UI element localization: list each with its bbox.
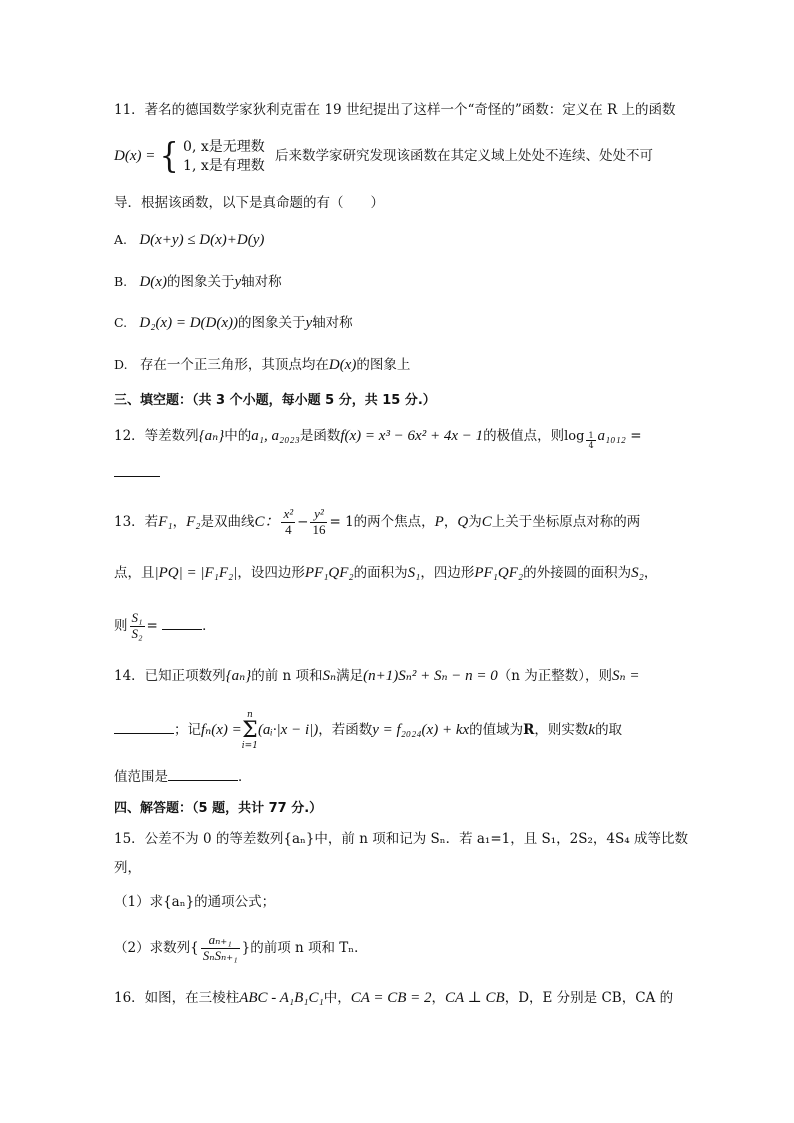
q13-x2: x² <box>283 506 294 522</box>
q13-line3 <box>114 604 216 648</box>
q15-line2: 列， <box>114 860 141 876</box>
q11-option-b <box>114 272 282 292</box>
q13-comma2: ， <box>443 514 458 530</box>
q14-text3: 满足 <box>336 668 364 684</box>
q14-l2-text3: 的值域为 <box>469 722 524 738</box>
q13-c2: C <box>481 514 492 530</box>
option-c-text1: 的图象关于 <box>238 315 306 331</box>
q12-text3: 是函数 <box>299 428 341 444</box>
q13-four: 4 <box>285 522 292 537</box>
q13-sixteen: 16 <box>312 522 326 537</box>
q11-case-rational: 1, x是有理数 <box>183 157 265 174</box>
option-c-text2: 轴对称 <box>312 315 353 331</box>
q13-s2: S₂ <box>631 565 644 581</box>
q13-text3: 的两个焦点， <box>353 514 435 530</box>
q14-line3 <box>114 767 252 787</box>
q12-answer-blank[interactable] <box>114 464 160 477</box>
q13-f2: F₂ <box>186 514 201 530</box>
q15-frac <box>201 933 240 964</box>
q15-part1: （1）求{aₙ}的通项公式； <box>114 894 276 910</box>
q13-q: Q <box>457 514 469 530</box>
q11-brace: { <box>159 135 179 177</box>
q14-l2-text5: 的取 <box>595 722 623 738</box>
q13-frac-x <box>281 507 295 538</box>
q13-answer-blank[interactable] <box>162 617 202 630</box>
q14-answer-blank-1[interactable] <box>114 721 174 734</box>
q14-real-set: R <box>523 722 535 738</box>
q14-k: k <box>588 722 596 738</box>
q14-sum-bottom: i=1 <box>241 740 258 751</box>
q16-line1 <box>114 988 673 1008</box>
q13-l2-text6: ， <box>643 565 658 581</box>
q16-text4: ，D，E 分别是 CB，CA 的 <box>504 990 674 1006</box>
q15-part2-text2: 的前项 n 项和 Tₙ． <box>250 940 368 956</box>
q13-text2: 是双曲线 <box>200 514 255 530</box>
q13-quad1: PF₁QF₂ <box>304 565 354 581</box>
q15-frac-num: aₙ₊₁ <box>201 933 240 949</box>
q13-eq1: = 1 <box>329 514 354 530</box>
q14-l3-text1: 值范围是 <box>114 769 168 785</box>
q16-prism: ABC - A₁B₁C₁ <box>239 990 324 1006</box>
q12-line1 <box>114 426 642 450</box>
q11-option-c <box>114 313 353 333</box>
q11-dirichlet-label: D(x) = <box>114 148 156 164</box>
q12-sequence: {aₙ} <box>198 428 225 444</box>
q14-l3-end: ． <box>238 769 252 785</box>
q14-l2-text4: ，则实数 <box>534 722 589 738</box>
q13-l2-text3: 的面积为 <box>353 565 408 581</box>
q13-comma: ， <box>172 514 187 530</box>
q13-frac-y <box>310 507 327 538</box>
option-b-math: D(x) <box>139 274 167 290</box>
option-a-math: D(x+y) ≤ D(x)+D(y) <box>139 232 265 248</box>
q13-s1: S₁ <box>407 565 421 581</box>
q11-cases <box>183 138 265 176</box>
q13-quad2: PF₁QF₂ <box>474 565 524 581</box>
q11-option-a <box>114 230 264 250</box>
q16-cond2: CA ⊥ CB <box>445 990 505 1006</box>
option-d-text2: 的图象上 <box>356 357 411 373</box>
q14-sum-top: n <box>246 709 253 720</box>
q14-fn: fₙ(x) = <box>201 722 242 738</box>
q13-curve: C： <box>254 514 280 530</box>
option-a-label: A. <box>114 232 128 247</box>
q13-f1: F₁ <box>158 514 173 530</box>
q11-option-d <box>114 355 410 375</box>
q16-comma: ， <box>431 990 446 1006</box>
q13-ratio-den: S₂ <box>131 626 143 641</box>
option-d-text1: 存在一个正三角形，其顶点均在 <box>139 357 329 373</box>
q14-text4: （n 为正整数），则 <box>497 668 613 684</box>
q16-cond1: CA = CB = 2 <box>350 990 432 1006</box>
q13-abs-expr: |PQ| = |F₁F₂| <box>154 565 238 581</box>
q13-line2 <box>114 563 657 583</box>
q13-l2-text4: ，四边形 <box>420 565 475 581</box>
q12-text2: 中的 <box>224 428 252 444</box>
q13-l2-text2: ，设四边形 <box>237 565 305 581</box>
option-d-math: D(x) <box>328 357 357 373</box>
q15-part2-text1: （2）求数列 <box>114 940 191 956</box>
q12-terms: a₁, a₂₀₂₃ <box>251 428 300 444</box>
q12-text1: 12．等差数列 <box>114 428 199 444</box>
option-b-text1: 的图象关于 <box>166 274 235 290</box>
q14-line1 <box>114 666 639 686</box>
q12-text4: 的极值点，则 <box>483 428 565 444</box>
q11-piecewise-line <box>114 132 653 180</box>
option-c-label: C. <box>114 315 128 330</box>
q12-log-base-den: 4 <box>588 441 594 450</box>
q12-function: f(x) = x³ − 6x² + 4x − 1 <box>340 428 484 444</box>
q16-text1: 16．如图，在三棱柱 <box>114 990 240 1006</box>
q13-ratio <box>130 611 145 642</box>
q14-sum-body: (aᵢ·|x − i|) <box>257 722 319 738</box>
q12-log-base-num: 1 <box>588 430 594 440</box>
q14-sum: n Σ i=1 <box>241 709 258 751</box>
option-d-label: D. <box>114 357 128 372</box>
q14-l2-text2: ，若函数 <box>318 722 373 738</box>
option-b-y: y <box>234 274 242 290</box>
q11-line3: 导．根据该函数，以下是真命题的有（ ） <box>114 195 384 211</box>
q12-answer-line <box>114 463 160 483</box>
q13-ratio-num: S₁ <box>131 610 143 626</box>
section3-heading: 三、填空题：（共 3 个小题，每小题 5 分，共 15 分.） <box>114 393 436 408</box>
q14-sn: Sₙ <box>322 668 337 684</box>
option-c-y: y <box>305 315 313 331</box>
q14-line2 <box>114 708 622 752</box>
q14-l2-text1: ；记 <box>174 722 201 738</box>
q13-l3-eq: = <box>146 618 158 634</box>
q13-y2: y² <box>310 507 327 523</box>
q13-l3-text1: 则 <box>114 618 128 634</box>
q15-part2: （2）求数列{ $\frac{\text{aₙ₊₁}}{\text{SₙSₙ₊₁}}$ }的前项 n 项和 Tₙ． <box>114 932 368 963</box>
q13-line1: 13．若F₁，F₂是双曲线C： $\frac{\text{x²}}{4}$ − $\frac{\text{y²}}{16}$ = 1的两个焦点，P，Q为C上关于坐标原点对称的两 <box>114 506 641 537</box>
q13-l3-end: ． <box>202 618 216 634</box>
q13-l2-text1: 点，且 <box>114 565 155 581</box>
section4-heading: 四、解答题：（5 题，共计 77 分.） <box>114 801 323 816</box>
q12-log: log <box>564 429 585 444</box>
q14-sequence: {aₙ} <box>225 668 252 684</box>
q12-log-base <box>586 431 595 450</box>
q14-sn-eq: Sₙ = <box>612 668 640 684</box>
q11-case-irrational: 0, x是无理数 <box>183 138 265 155</box>
q14-yfunc: y = f₂₀₂₄(x) + kx <box>372 722 470 738</box>
option-c-math: D₂(x) = D(D(x)) <box>139 315 239 331</box>
q13-text1: 13．若 <box>114 514 159 530</box>
option-b-text2: 轴对称 <box>241 274 282 290</box>
q11-line1: 11．著名的德国数学家狄利克雷在 19 世纪提出了这样一个“奇怪的”函数：定义在 R 上的函数 <box>114 102 676 118</box>
option-b-label: B. <box>114 274 128 289</box>
q13-p: P <box>434 514 444 530</box>
q15-frac-den: SₙSₙ₊₁ <box>202 948 238 963</box>
q12-log-arg: a₁₀₁₂ <box>597 428 626 444</box>
q11-line2-rest: 后来数学家研究发现该函数在其定义域上处处不连续、处处不可 <box>275 148 654 164</box>
q14-answer-blank-2[interactable] <box>168 768 238 781</box>
q14-text2: 的前 n 项和 <box>251 668 323 684</box>
q13-text4: 为 <box>468 514 482 530</box>
q13-text5: 上关于坐标原点对称的两 <box>491 514 641 530</box>
q15-line1: 15．公差不为 0 的等差数列{aₙ}中，前 n 项和记为 Sₙ．若 a₁=1，且 S₁，2S₂，4S₄ 成等比数 <box>114 831 688 847</box>
q13-l2-text5: 的外接圆的面积为 <box>523 565 632 581</box>
q14-text1: 14．已知正项数列 <box>114 668 226 684</box>
q14-equation: (n+1)Sₙ² + Sₙ − n = 0 <box>363 668 498 684</box>
q16-text2: 中， <box>323 990 351 1006</box>
q12-equals: = <box>630 428 642 444</box>
